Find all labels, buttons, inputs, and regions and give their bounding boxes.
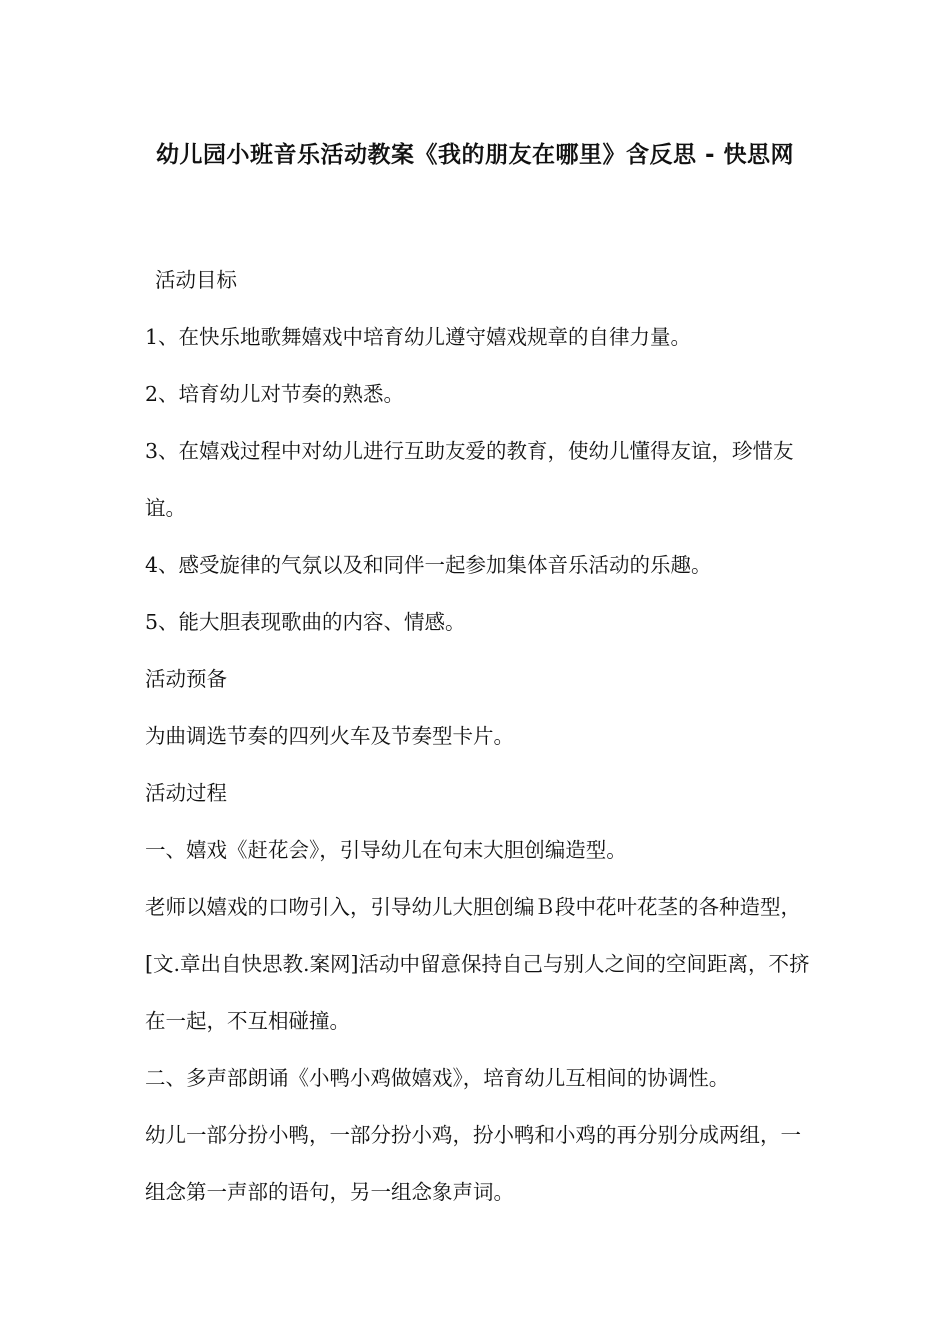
document-body	[145, 252, 810, 1221]
paragraph: 1、在快乐地歌舞嬉戏中培育幼儿遵守嬉戏规章的自律力量。	[145, 325, 692, 349]
document-title: 幼儿园小班音乐活动教案《我的朋友在哪里》含反思 - 快思网	[155, 142, 795, 168]
paragraph: 老师以嬉戏的口吻引入，引导幼儿大胆创编Ｂ段中花叶花茎的各种造型，[文.章出自快思教.案网]活动中留意保持自己与别人之间的空间距离，不挤在一起，不互相碰撞。	[145, 895, 810, 1033]
section-heading-goals: 活动目标	[155, 268, 237, 292]
paragraph: 二、多声部朗诵《小鸭小鸡做嬉戏》，培育幼儿互相间的协调性。	[145, 1066, 730, 1090]
section-heading-preparation: 活动预备	[145, 667, 227, 691]
paragraph: 2、培育幼儿对节奏的熟悉。	[145, 382, 405, 406]
section-heading-process: 活动过程	[145, 781, 227, 805]
paragraph: 一、嬉戏《赶花会》，引导幼儿在句末大胆创编造型。	[145, 838, 627, 862]
paragraph: 4、感受旋律的气氛以及和同伴一起参加集体音乐活动的乐趣。	[145, 553, 712, 577]
paragraph: 5、能大胆表现歌曲的内容、情感。	[145, 610, 466, 634]
paragraph: 为曲调选节奏的四列火车及节奏型卡片。	[145, 724, 514, 748]
paragraph: 幼儿一部分扮小鸭，一部分扮小鸡，扮小鸭和小鸡的再分别分成两组，一组念第一声部的语句，另一组念象声词。	[145, 1123, 801, 1204]
paragraph: 3、在嬉戏过程中对幼儿进行互助友爱的教育，使幼儿懂得友谊，珍惜友谊。	[145, 439, 794, 520]
